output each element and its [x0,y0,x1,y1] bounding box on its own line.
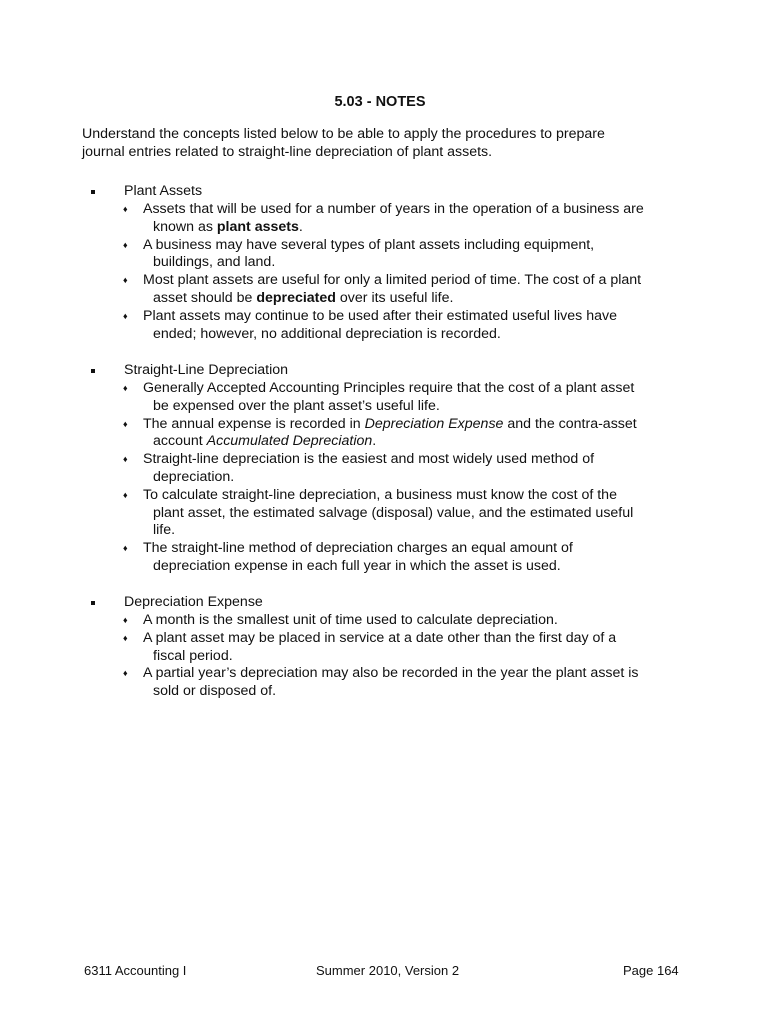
footer-page-number: Page 164 [623,963,679,978]
text-run: The annual expense is recorded in [143,415,365,432]
diamond-bullet-icon: ♦ [123,204,128,214]
intro-line: Understand the concepts listed below to be able to apply the procedures to prepare [82,126,605,142]
italic-term: Depreciation Expense [364,415,504,432]
bold-term: plant assets [216,218,299,235]
bullet-text: To calculate straight-line depreciation, a business must know the cost of the [143,486,617,503]
diamond-bullet-icon: ♦ [123,418,128,429]
diamond-bullet-icon: ♦ [123,668,128,679]
bullet-text: A business may have several types of plant assets including equipment, [143,236,595,253]
bullet-text: life. [153,522,176,539]
list-item [123,540,683,576]
bullet-text: Plant assets may continue to be used after their estimated useful lives have [143,307,617,324]
bullet-text [143,416,683,434]
bullet-text: Assets that will be used for a number of years in the operation of a business are [143,201,644,217]
italic-term: Accumulated Depreciation [206,433,373,450]
diamond-bullet-icon: ♦ [123,275,128,286]
bullet-text: depreciation expense in each full year in which the asset is used. [153,557,561,574]
text-run: . [372,433,377,450]
bullet-text [143,219,683,237]
list-item [123,380,683,416]
bullet-text: A partial year’s depreciation may also be recorded in the year the plant asset is [143,665,639,682]
bullet-text: ended; however, no additional depreciation is recorded. [153,325,501,342]
diamond-bullet-icon: ♦ [123,543,128,554]
diamond-bullet-icon: ♦ [123,310,128,321]
square-bullet-icon [91,601,95,605]
page-footer [0,962,768,980]
list-item [123,307,683,344]
section-plant-assets [0,183,768,343]
bullet-text: A plant asset may be placed in service at a date other than the first day of a [143,629,617,646]
text-run: and the contra-asset [503,415,637,432]
footer-course: 6311 Accounting I [84,963,187,978]
list-item [123,612,683,630]
list-item [123,272,683,308]
diamond-bullet-icon: ♦ [123,454,128,465]
list-item [123,236,683,273]
page-title: 5.03 - NOTES [334,94,426,110]
diamond-bullet-icon: ♦ [123,239,128,250]
diamond-bullet-icon: ♦ [123,632,128,643]
bullet-text: depreciation. [153,468,235,485]
intro-line: journal entries related to straight-line depreciation of plant assets. [82,143,493,160]
section-heading [0,594,768,612]
intro-paragraph [82,126,682,162]
section-heading [0,183,768,201]
bullet-text: buildings, and land. [153,254,276,271]
section-title: Straight-Line Depreciation [124,362,289,378]
diamond-bullet-icon: ♦ [123,489,128,500]
list-item [123,486,683,540]
bullet-text: plant asset, the estimated salvage (disposal) value, and the estimated useful [153,504,634,521]
bullet-text: Straight-line depreciation is the easiest and most widely used method of [143,451,595,468]
text-run: asset should be [153,289,257,306]
text-run: account [153,433,207,450]
diamond-bullet-icon: ♦ [123,615,128,625]
footer-version: Summer 2010, Version 2 [316,963,460,978]
bold-term: depreciated [256,289,336,306]
list-item [123,451,683,487]
section-heading [0,362,768,380]
section-straight-line-depreciation [0,362,768,576]
section-title: Depreciation Expense [124,594,263,610]
bullet-text: sold or disposed of. [153,683,277,700]
text-run: over its useful life. [335,289,454,306]
diamond-bullet-icon: ♦ [123,383,128,393]
bullet-text: Generally Accepted Accounting Principles require that the cost of a plant asset [143,380,635,396]
bullet-text: be expensed over the plant asset’s useful life. [153,397,440,414]
text-run: known as [153,218,217,235]
bullet-text [143,433,683,451]
bullet-text: A month is the smallest unit of time used to calculate depreciation. [143,612,558,628]
bullet-text [143,290,683,308]
square-bullet-icon [91,190,95,194]
section-depreciation-expense [0,594,768,701]
list-item [123,629,683,666]
bullet-text: fiscal period. [153,647,233,664]
bullet-text: The straight-line method of depreciation charges an equal amount of [143,540,573,557]
bullet-text: Most plant assets are useful for only a limited period of time. The cost of a plant [143,272,642,289]
list-item [123,201,683,237]
square-bullet-icon [91,369,95,373]
section-title: Plant Assets [124,183,203,199]
list-item [123,415,683,452]
list-item [123,665,683,701]
text-run: . [298,218,303,235]
